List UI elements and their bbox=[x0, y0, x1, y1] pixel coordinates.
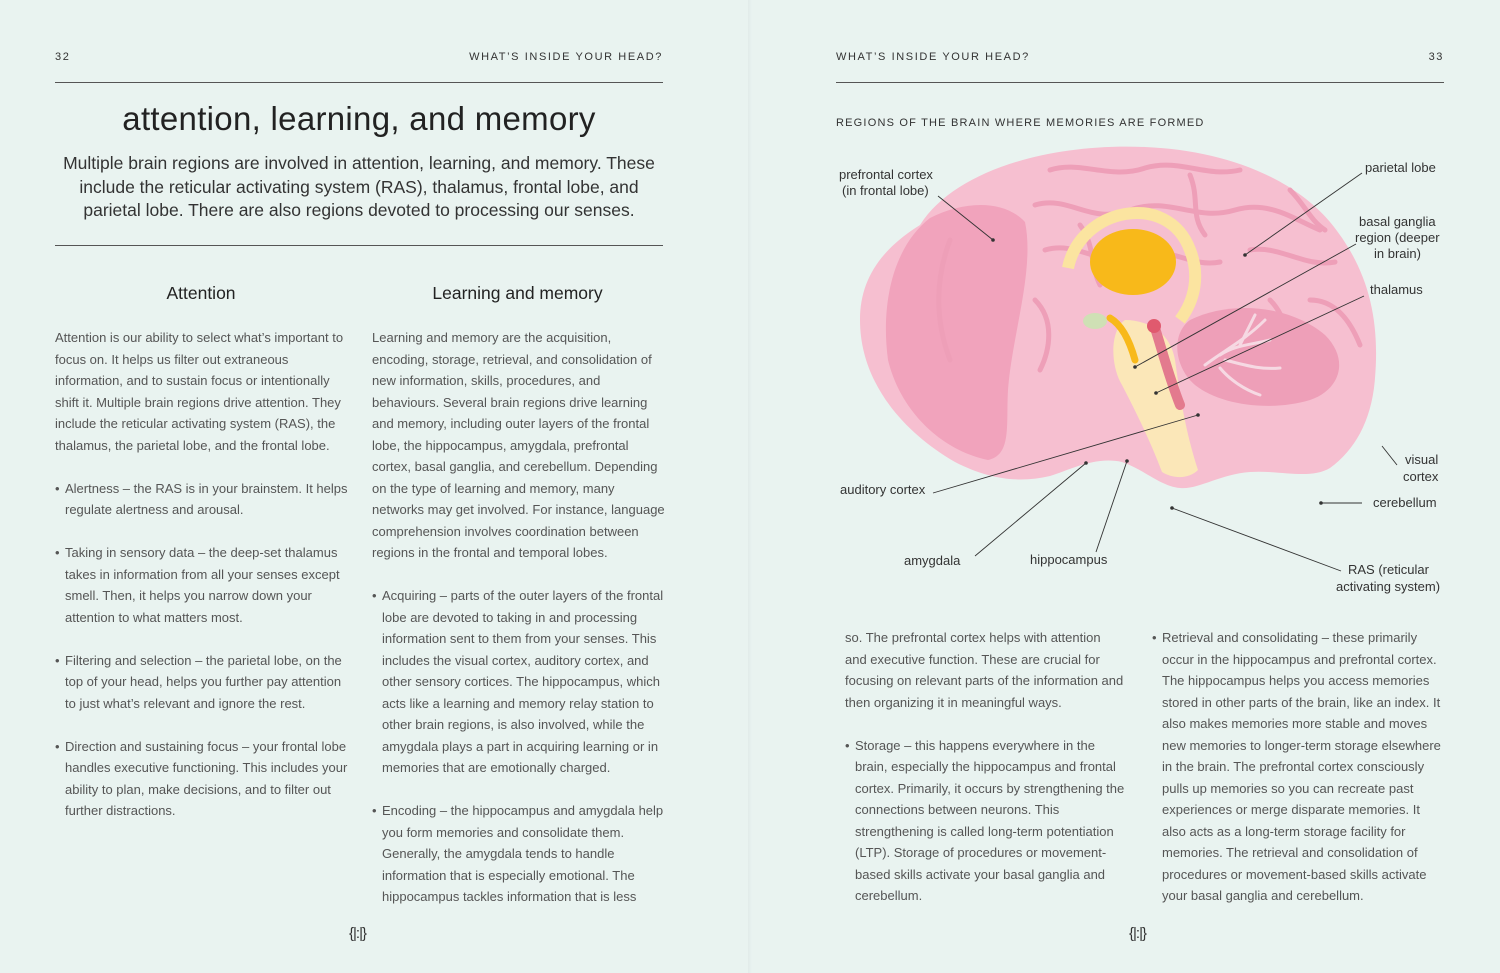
label-visual-cortex: cortex bbox=[1403, 469, 1439, 484]
label-ras: RAS (reticular bbox=[1348, 562, 1429, 577]
intro-rule bbox=[55, 245, 663, 246]
learning-paragraph: Learning and memory are the acquisition, encoding, storage, retrieval, and consolidation of new information, skills, procedures, and behaviours. Several brain regions drive learning and memory, including outer layers of the frontal lobe, the hippocampus, amygdala, prefrontal cortex, basal ganglia, and cerebellum. Depending on the type of learning and memory, many networks may get involved. For instance, language comprehension involves coordination between regions in the frontal and temporal lobes. bbox=[372, 330, 665, 560]
bullet-item: • Taking in sensory data – the deep-set thalamus takes in information from all your senses except smell. Then, it helps you narrow down your attention to what matters most. bbox=[55, 542, 353, 628]
right-page bbox=[750, 0, 1500, 973]
header-rule bbox=[55, 82, 663, 83]
label-prefrontal: prefrontal cortex bbox=[839, 167, 933, 182]
label-parietal: parietal lobe bbox=[1365, 160, 1436, 175]
running-head: WHAT’S INSIDE YOUR HEAD? bbox=[469, 51, 663, 63]
right-column-1 bbox=[845, 627, 1125, 928]
header-rule bbox=[836, 82, 1444, 83]
label-basal-ganglia: in brain) bbox=[1374, 246, 1421, 261]
learning-heading: Learning and memory bbox=[432, 283, 603, 303]
learning-column bbox=[372, 327, 668, 929]
ras-top bbox=[1147, 319, 1161, 333]
footer-brain-mark: {|:|} bbox=[349, 925, 366, 942]
label-visual-cortex: visual bbox=[1405, 452, 1439, 467]
label-ras: activating system) bbox=[1336, 579, 1441, 594]
bullet-item: • Storage – this happens everywhere in the brain, especially the hippocampus and frontal cortex. Primarily, it occurs by strengthening the connections between neurons. This strengthening is called long-term potentiation (LTP). Storage of procedures or movement-based skills activate your basal ganglia and cerebellum. bbox=[845, 735, 1125, 907]
label-auditory-cortex: auditory cortex bbox=[840, 482, 926, 497]
intro-paragraph: Multiple brain regions are involved in attention, learning, and memory. These include the reticular activating system (RAS), thalamus, frontal lobe, and parietal lobe. There are also regions devoted to processing our senses. bbox=[63, 153, 655, 220]
running-head: WHAT’S INSIDE YOUR HEAD? bbox=[836, 51, 1030, 63]
bullet-item: • Filtering and selection – the parietal lobe, on the top of your head, helps you further pay attention to just what’s relevant and ignore the rest. bbox=[55, 650, 353, 715]
label-basal-ganglia: region (deeper bbox=[1355, 230, 1440, 245]
attention-column bbox=[55, 327, 353, 843]
label-cerebellum: cerebellum bbox=[1373, 495, 1437, 510]
bullet-item: • Alertness – the RAS is in your brainstem. It helps regulate alertness and arousal. bbox=[55, 478, 353, 521]
page-number: 33 bbox=[1428, 51, 1444, 63]
figure-title: REGIONS OF THE BRAIN WHERE MEMORIES ARE FORMED bbox=[836, 117, 1205, 129]
continuation-paragraph: so. The prefrontal cortex helps with attention and executive function. These are crucial for focusing on relevant parts of the information and then organizing it in meaningful ways. bbox=[845, 630, 1124, 710]
footer-brain-mark: {|:|} bbox=[1129, 925, 1146, 942]
attention-heading: Attention bbox=[166, 283, 236, 303]
page-number: 32 bbox=[55, 51, 71, 63]
bullet-item: • Direction and sustaining focus – your frontal lobe handles executive functioning. This includes your ability to plan, make decisions, and to filter out further distractions. bbox=[55, 736, 353, 822]
label-amygdala: amygdala bbox=[904, 553, 961, 568]
attention-paragraph: Attention is our ability to select what’s important to focus on. It helps us filter out extraneous information, and to sustain focus or intentionally shift it. Multiple brain regions drive attention. They include the reticular activating system (RAS), the thalamus, the parietal lobe, and the frontal lobe. bbox=[55, 330, 344, 453]
bullet-item: • Acquiring – parts of the outer layers of the frontal lobe are devoted to taking in and processing information sent to them from your senses. This includes the visual cortex, auditory cortex, and other sensory cortices. The hippocampus, which acts like a learning and memory relay station to other brain regions, is also involved, while the amygdala plays a part in acquiring learning or in memories that are emotionally charged. bbox=[372, 585, 668, 779]
label-basal-ganglia: basal ganglia bbox=[1359, 214, 1436, 229]
label-thalamus: thalamus bbox=[1370, 282, 1423, 297]
label-hippocampus: hippocampus bbox=[1030, 552, 1108, 567]
label-prefrontal: (in frontal lobe) bbox=[842, 183, 929, 198]
bullet-item: • Retrieval and consolidating – these primarily occur in the hippocampus and prefrontal cortex. The hippocampus helps you access memories stored in other parts of the brain, like an index. It also makes memories more stable and moves new memories to longer-term storage elsewhere in the brain. The prefrontal cortex consciously pulls up memories so you can recreate past experiences or merge disparate memories. It also acts as a long-term storage facility for memories. The retrieval and consolidation of procedures or movement-based skills activate your basal ganglia and cerebellum. bbox=[1152, 627, 1446, 907]
amygdala-shape bbox=[1083, 313, 1107, 329]
bullet-item: • Encoding – the hippocampus and amygdala help you form memories and consolidate them. Generally, the amygdala tends to handle information that is especially emotional. The hippocampus tackles information that is less bbox=[372, 800, 668, 908]
brain-diagram bbox=[750, 140, 1500, 620]
basal-ganglia-region bbox=[1090, 229, 1176, 295]
right-column-2 bbox=[1152, 627, 1446, 928]
page-title: attention, learning, and memory bbox=[122, 100, 596, 137]
